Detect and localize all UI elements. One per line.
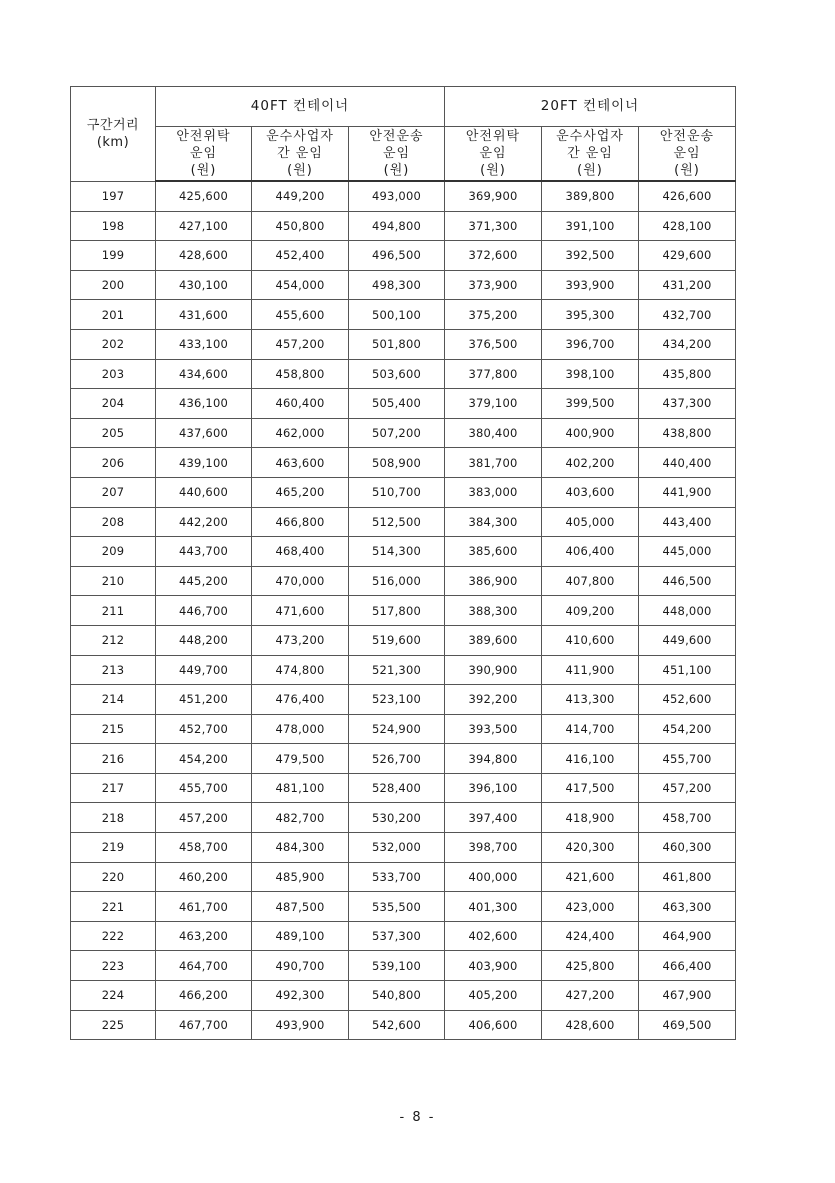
rate-cell: 464,700 — [156, 951, 252, 981]
rate-cell: 401,300 — [445, 892, 542, 922]
group-header-20ft: 20FT 컨테이너 — [445, 87, 736, 127]
distance-cell: 223 — [71, 951, 156, 981]
rate-cell: 469,500 — [639, 1010, 736, 1040]
distance-cell: 210 — [71, 566, 156, 596]
rate-cell: 442,200 — [156, 507, 252, 537]
rate-cell: 446,700 — [156, 596, 252, 626]
rate-cell: 427,200 — [542, 981, 639, 1011]
rate-cell: 428,600 — [542, 1010, 639, 1040]
distance-cell: 200 — [71, 270, 156, 300]
rate-cell: 371,300 — [445, 211, 542, 241]
rate-cell: 489,100 — [252, 921, 349, 951]
table-row — [71, 477, 736, 507]
rate-cell: 501,800 — [349, 329, 445, 359]
rate-cell: 482,700 — [252, 803, 349, 833]
rate-cell: 389,800 — [542, 181, 639, 211]
rate-cell: 431,200 — [639, 270, 736, 300]
rate-cell: 406,600 — [445, 1010, 542, 1040]
rate-cell: 414,700 — [542, 714, 639, 744]
table-row — [71, 714, 736, 744]
rate-cell: 466,400 — [639, 951, 736, 981]
rate-cell: 463,600 — [252, 448, 349, 478]
rate-cell: 507,200 — [349, 418, 445, 448]
sub-header-row — [71, 127, 736, 182]
sub-header-line: 안전위탁 — [176, 129, 231, 144]
rate-cell: 473,200 — [252, 625, 349, 655]
rate-cell: 455,700 — [156, 773, 252, 803]
rate-cell: 505,400 — [349, 389, 445, 419]
distance-cell: 214 — [71, 685, 156, 715]
sub-header-line: 운임 — [189, 146, 218, 161]
rate-cell: 458,800 — [252, 359, 349, 389]
table-row — [71, 655, 736, 685]
rate-cell: 479,500 — [252, 744, 349, 774]
rate-cell: 432,700 — [639, 300, 736, 330]
rate-cell: 516,000 — [349, 566, 445, 596]
distance-cell: 215 — [71, 714, 156, 744]
rate-cell: 389,600 — [445, 625, 542, 655]
table-row — [71, 625, 736, 655]
rate-cell: 484,300 — [252, 833, 349, 863]
sub-header-line: (원) — [674, 163, 700, 178]
rate-cell: 471,600 — [252, 596, 349, 626]
sub-header-line: 운임 — [382, 146, 411, 161]
distance-cell: 221 — [71, 892, 156, 922]
table-row — [71, 241, 736, 271]
rate-cell: 437,300 — [639, 389, 736, 419]
rate-cell: 380,400 — [445, 418, 542, 448]
rate-cell: 532,000 — [349, 833, 445, 863]
rate-cell: 493,900 — [252, 1010, 349, 1040]
sub-header-cell — [639, 127, 736, 182]
rate-cell: 428,600 — [156, 241, 252, 271]
rate-cell: 377,800 — [445, 359, 542, 389]
rate-cell: 400,900 — [542, 418, 639, 448]
rate-cell: 438,800 — [639, 418, 736, 448]
rate-cell: 457,200 — [156, 803, 252, 833]
rate-cell: 460,400 — [252, 389, 349, 419]
distance-cell: 209 — [71, 537, 156, 567]
rate-cell: 458,700 — [156, 833, 252, 863]
table-row — [71, 596, 736, 626]
distance-cell: 220 — [71, 862, 156, 892]
table-row — [71, 537, 736, 567]
rate-cell: 493,000 — [349, 181, 445, 211]
rate-cell: 512,500 — [349, 507, 445, 537]
rate-cell: 449,600 — [639, 625, 736, 655]
distance-cell: 216 — [71, 744, 156, 774]
rate-cell: 508,900 — [349, 448, 445, 478]
distance-cell: 207 — [71, 477, 156, 507]
rate-cell: 420,300 — [542, 833, 639, 863]
rate-cell: 376,500 — [445, 329, 542, 359]
rate-cell: 430,100 — [156, 270, 252, 300]
table-row — [71, 300, 736, 330]
rate-cell: 470,000 — [252, 566, 349, 596]
table-row — [71, 359, 736, 389]
table-row — [71, 803, 736, 833]
rate-cell: 409,200 — [542, 596, 639, 626]
rate-cell: 467,900 — [639, 981, 736, 1011]
distance-cell: 225 — [71, 1010, 156, 1040]
distance-header — [71, 87, 156, 182]
rate-cell: 461,700 — [156, 892, 252, 922]
rate-cell: 450,800 — [252, 211, 349, 241]
rate-cell: 407,800 — [542, 566, 639, 596]
table-row — [71, 389, 736, 419]
distance-cell: 218 — [71, 803, 156, 833]
sub-header-line: 운수사업자 — [556, 129, 624, 144]
page-number: - 8 - — [399, 1110, 436, 1125]
rate-cell: 400,000 — [445, 862, 542, 892]
rate-cell: 425,600 — [156, 181, 252, 211]
rate-cell: 435,800 — [639, 359, 736, 389]
rate-cell: 393,900 — [542, 270, 639, 300]
rate-cell: 379,100 — [445, 389, 542, 419]
rate-cell: 402,200 — [542, 448, 639, 478]
rate-cell: 390,900 — [445, 655, 542, 685]
rate-cell: 396,700 — [542, 329, 639, 359]
rate-cell: 395,300 — [542, 300, 639, 330]
table-header — [71, 87, 736, 182]
rate-cell: 451,100 — [639, 655, 736, 685]
rate-cell: 460,300 — [639, 833, 736, 863]
distance-cell: 219 — [71, 833, 156, 863]
rate-cell: 392,200 — [445, 685, 542, 715]
sub-header-line: 운수사업자 — [266, 129, 334, 144]
rate-cell: 460,200 — [156, 862, 252, 892]
rate-cell: 487,500 — [252, 892, 349, 922]
rate-cell: 434,600 — [156, 359, 252, 389]
sub-header-line: 안전운송 — [369, 129, 424, 144]
rate-cell: 452,600 — [639, 685, 736, 715]
rate-cell: 372,600 — [445, 241, 542, 271]
rate-cell: 424,400 — [542, 921, 639, 951]
sub-header-line: 안전운송 — [659, 129, 715, 144]
sub-header-line: 간 운임 — [277, 146, 323, 161]
distance-cell: 208 — [71, 507, 156, 537]
rate-cell: 392,500 — [542, 241, 639, 271]
distance-cell: 201 — [71, 300, 156, 330]
table-row — [71, 951, 736, 981]
distance-cell: 217 — [71, 773, 156, 803]
rate-cell: 462,000 — [252, 418, 349, 448]
rate-cell: 427,100 — [156, 211, 252, 241]
rate-cell: 386,900 — [445, 566, 542, 596]
rate-cell: 406,400 — [542, 537, 639, 567]
sub-header-cell — [349, 127, 445, 182]
rate-cell: 396,100 — [445, 773, 542, 803]
rate-cell: 373,900 — [445, 270, 542, 300]
rate-cell: 440,400 — [639, 448, 736, 478]
rate-cell: 452,700 — [156, 714, 252, 744]
rate-cell: 425,800 — [542, 951, 639, 981]
rate-cell: 463,200 — [156, 921, 252, 951]
group-header-40ft: 40FT 컨테이너 — [156, 87, 445, 127]
table-row — [71, 418, 736, 448]
rate-cell: 388,300 — [445, 596, 542, 626]
sub-header-line: 간 운임 — [567, 146, 613, 161]
rate-cell: 436,100 — [156, 389, 252, 419]
rate-cell: 443,700 — [156, 537, 252, 567]
rate-cell: 405,000 — [542, 507, 639, 537]
rate-cell: 494,800 — [349, 211, 445, 241]
rate-cell: 448,200 — [156, 625, 252, 655]
distance-cell: 211 — [71, 596, 156, 626]
rate-cell: 476,400 — [252, 685, 349, 715]
sub-header-line: 운임 — [479, 146, 507, 161]
rate-cell: 524,900 — [349, 714, 445, 744]
rate-cell: 503,600 — [349, 359, 445, 389]
rate-cell: 428,100 — [639, 211, 736, 241]
rate-cell: 481,100 — [252, 773, 349, 803]
rate-cell: 474,800 — [252, 655, 349, 685]
rate-cell: 496,500 — [349, 241, 445, 271]
table-row — [71, 1010, 736, 1040]
table-row — [71, 181, 736, 211]
rate-cell: 468,400 — [252, 537, 349, 567]
rate-cell: 500,100 — [349, 300, 445, 330]
table-body — [71, 181, 736, 1040]
rate-cell: 452,400 — [252, 241, 349, 271]
rate-cell: 417,500 — [542, 773, 639, 803]
rate-cell: 421,600 — [542, 862, 639, 892]
rate-cell: 445,000 — [639, 537, 736, 567]
rate-cell: 478,000 — [252, 714, 349, 744]
rate-cell: 461,800 — [639, 862, 736, 892]
rate-cell: 454,000 — [252, 270, 349, 300]
table-row — [71, 773, 736, 803]
rate-cell: 519,600 — [349, 625, 445, 655]
table-row — [71, 862, 736, 892]
rate-cell: 535,500 — [349, 892, 445, 922]
rate-cell: 514,300 — [349, 537, 445, 567]
rate-cell: 385,600 — [445, 537, 542, 567]
rate-cell: 463,300 — [639, 892, 736, 922]
group-header-row — [71, 87, 736, 127]
rate-cell: 440,600 — [156, 477, 252, 507]
sub-header-line: (원) — [190, 163, 217, 178]
table-row — [71, 892, 736, 922]
distance-header-label: 구간거리 — [86, 117, 140, 133]
table-row — [71, 566, 736, 596]
rate-cell: 398,100 — [542, 359, 639, 389]
sub-header-cell — [542, 127, 639, 182]
rate-cell: 490,700 — [252, 951, 349, 981]
rate-cell: 526,700 — [349, 744, 445, 774]
distance-cell: 203 — [71, 359, 156, 389]
rate-cell: 467,700 — [156, 1010, 252, 1040]
table-row — [71, 981, 736, 1011]
distance-cell: 205 — [71, 418, 156, 448]
rate-cell: 449,700 — [156, 655, 252, 685]
sub-header-cell — [252, 127, 349, 182]
sub-header-line: (원) — [480, 163, 506, 178]
distance-cell: 202 — [71, 329, 156, 359]
rate-cell: 434,200 — [639, 329, 736, 359]
rate-cell: 394,800 — [445, 744, 542, 774]
freight-rate-table — [70, 86, 736, 1040]
rate-cell: 399,500 — [542, 389, 639, 419]
rate-cell: 398,700 — [445, 833, 542, 863]
rate-cell: 413,300 — [542, 685, 639, 715]
rate-cell: 458,700 — [639, 803, 736, 833]
distance-cell: 198 — [71, 211, 156, 241]
rate-cell: 426,600 — [639, 181, 736, 211]
rate-cell: 383,000 — [445, 477, 542, 507]
rate-cell: 464,900 — [639, 921, 736, 951]
rate-cell: 405,200 — [445, 981, 542, 1011]
distance-cell: 213 — [71, 655, 156, 685]
rate-cell: 498,300 — [349, 270, 445, 300]
rate-cell: 537,300 — [349, 921, 445, 951]
rate-cell: 455,700 — [639, 744, 736, 774]
rate-cell: 397,400 — [445, 803, 542, 833]
sub-header-line: (원) — [577, 163, 603, 178]
distance-cell: 222 — [71, 921, 156, 951]
rate-cell: 448,000 — [639, 596, 736, 626]
rate-cell: 485,900 — [252, 862, 349, 892]
rate-cell: 393,500 — [445, 714, 542, 744]
rate-cell: 528,400 — [349, 773, 445, 803]
rate-cell: 423,000 — [542, 892, 639, 922]
table-row — [71, 744, 736, 774]
rate-cell: 429,600 — [639, 241, 736, 271]
distance-cell: 199 — [71, 241, 156, 271]
rate-cell: 455,600 — [252, 300, 349, 330]
sub-header-cell — [445, 127, 542, 182]
rate-cell: 530,200 — [349, 803, 445, 833]
rate-cell: 433,100 — [156, 329, 252, 359]
sub-header-cell — [156, 127, 252, 182]
rate-cell: 369,900 — [445, 181, 542, 211]
rate-cell: 449,200 — [252, 181, 349, 211]
rate-cell: 411,900 — [542, 655, 639, 685]
distance-cell: 206 — [71, 448, 156, 478]
rate-cell: 439,100 — [156, 448, 252, 478]
distance-cell: 224 — [71, 981, 156, 1011]
rate-cell: 437,600 — [156, 418, 252, 448]
rate-cell: 492,300 — [252, 981, 349, 1011]
distance-cell: 197 — [71, 181, 156, 211]
rate-cell: 457,200 — [639, 773, 736, 803]
rate-cell: 445,200 — [156, 566, 252, 596]
rate-cell: 523,100 — [349, 685, 445, 715]
sub-header-line: (원) — [383, 163, 410, 178]
rate-cell: 466,200 — [156, 981, 252, 1011]
table-row — [71, 685, 736, 715]
rate-cell: 441,900 — [639, 477, 736, 507]
distance-cell: 204 — [71, 389, 156, 419]
rate-cell: 391,100 — [542, 211, 639, 241]
table-row — [71, 448, 736, 478]
rate-cell: 454,200 — [639, 714, 736, 744]
rate-cell: 457,200 — [252, 329, 349, 359]
table-row — [71, 270, 736, 300]
rate-cell: 410,600 — [542, 625, 639, 655]
rate-cell: 431,600 — [156, 300, 252, 330]
rate-cell: 403,600 — [542, 477, 639, 507]
rate-cell: 540,800 — [349, 981, 445, 1011]
table-row — [71, 833, 736, 863]
rate-cell: 375,200 — [445, 300, 542, 330]
rate-cell: 510,700 — [349, 477, 445, 507]
table-row — [71, 329, 736, 359]
rate-cell: 381,700 — [445, 448, 542, 478]
table-row — [71, 211, 736, 241]
rate-cell: 466,800 — [252, 507, 349, 537]
rate-cell: 416,100 — [542, 744, 639, 774]
distance-header-unit: (km) — [96, 134, 130, 150]
rate-cell: 454,200 — [156, 744, 252, 774]
table-row — [71, 921, 736, 951]
rate-cell: 418,900 — [542, 803, 639, 833]
rate-cell: 446,500 — [639, 566, 736, 596]
sub-header-line: 안전위탁 — [465, 129, 521, 144]
rate-cell: 533,700 — [349, 862, 445, 892]
distance-cell: 212 — [71, 625, 156, 655]
table-row — [71, 507, 736, 537]
rate-cell: 402,600 — [445, 921, 542, 951]
rate-cell: 517,800 — [349, 596, 445, 626]
sub-header-line: (원) — [287, 163, 313, 178]
rate-cell: 451,200 — [156, 685, 252, 715]
rate-cell: 542,600 — [349, 1010, 445, 1040]
rate-cell: 521,300 — [349, 655, 445, 685]
sub-header-line: 운임 — [673, 146, 701, 161]
rate-cell: 384,300 — [445, 507, 542, 537]
rate-cell: 465,200 — [252, 477, 349, 507]
rate-cell: 443,400 — [639, 507, 736, 537]
rate-cell: 403,900 — [445, 951, 542, 981]
rate-cell: 539,100 — [349, 951, 445, 981]
